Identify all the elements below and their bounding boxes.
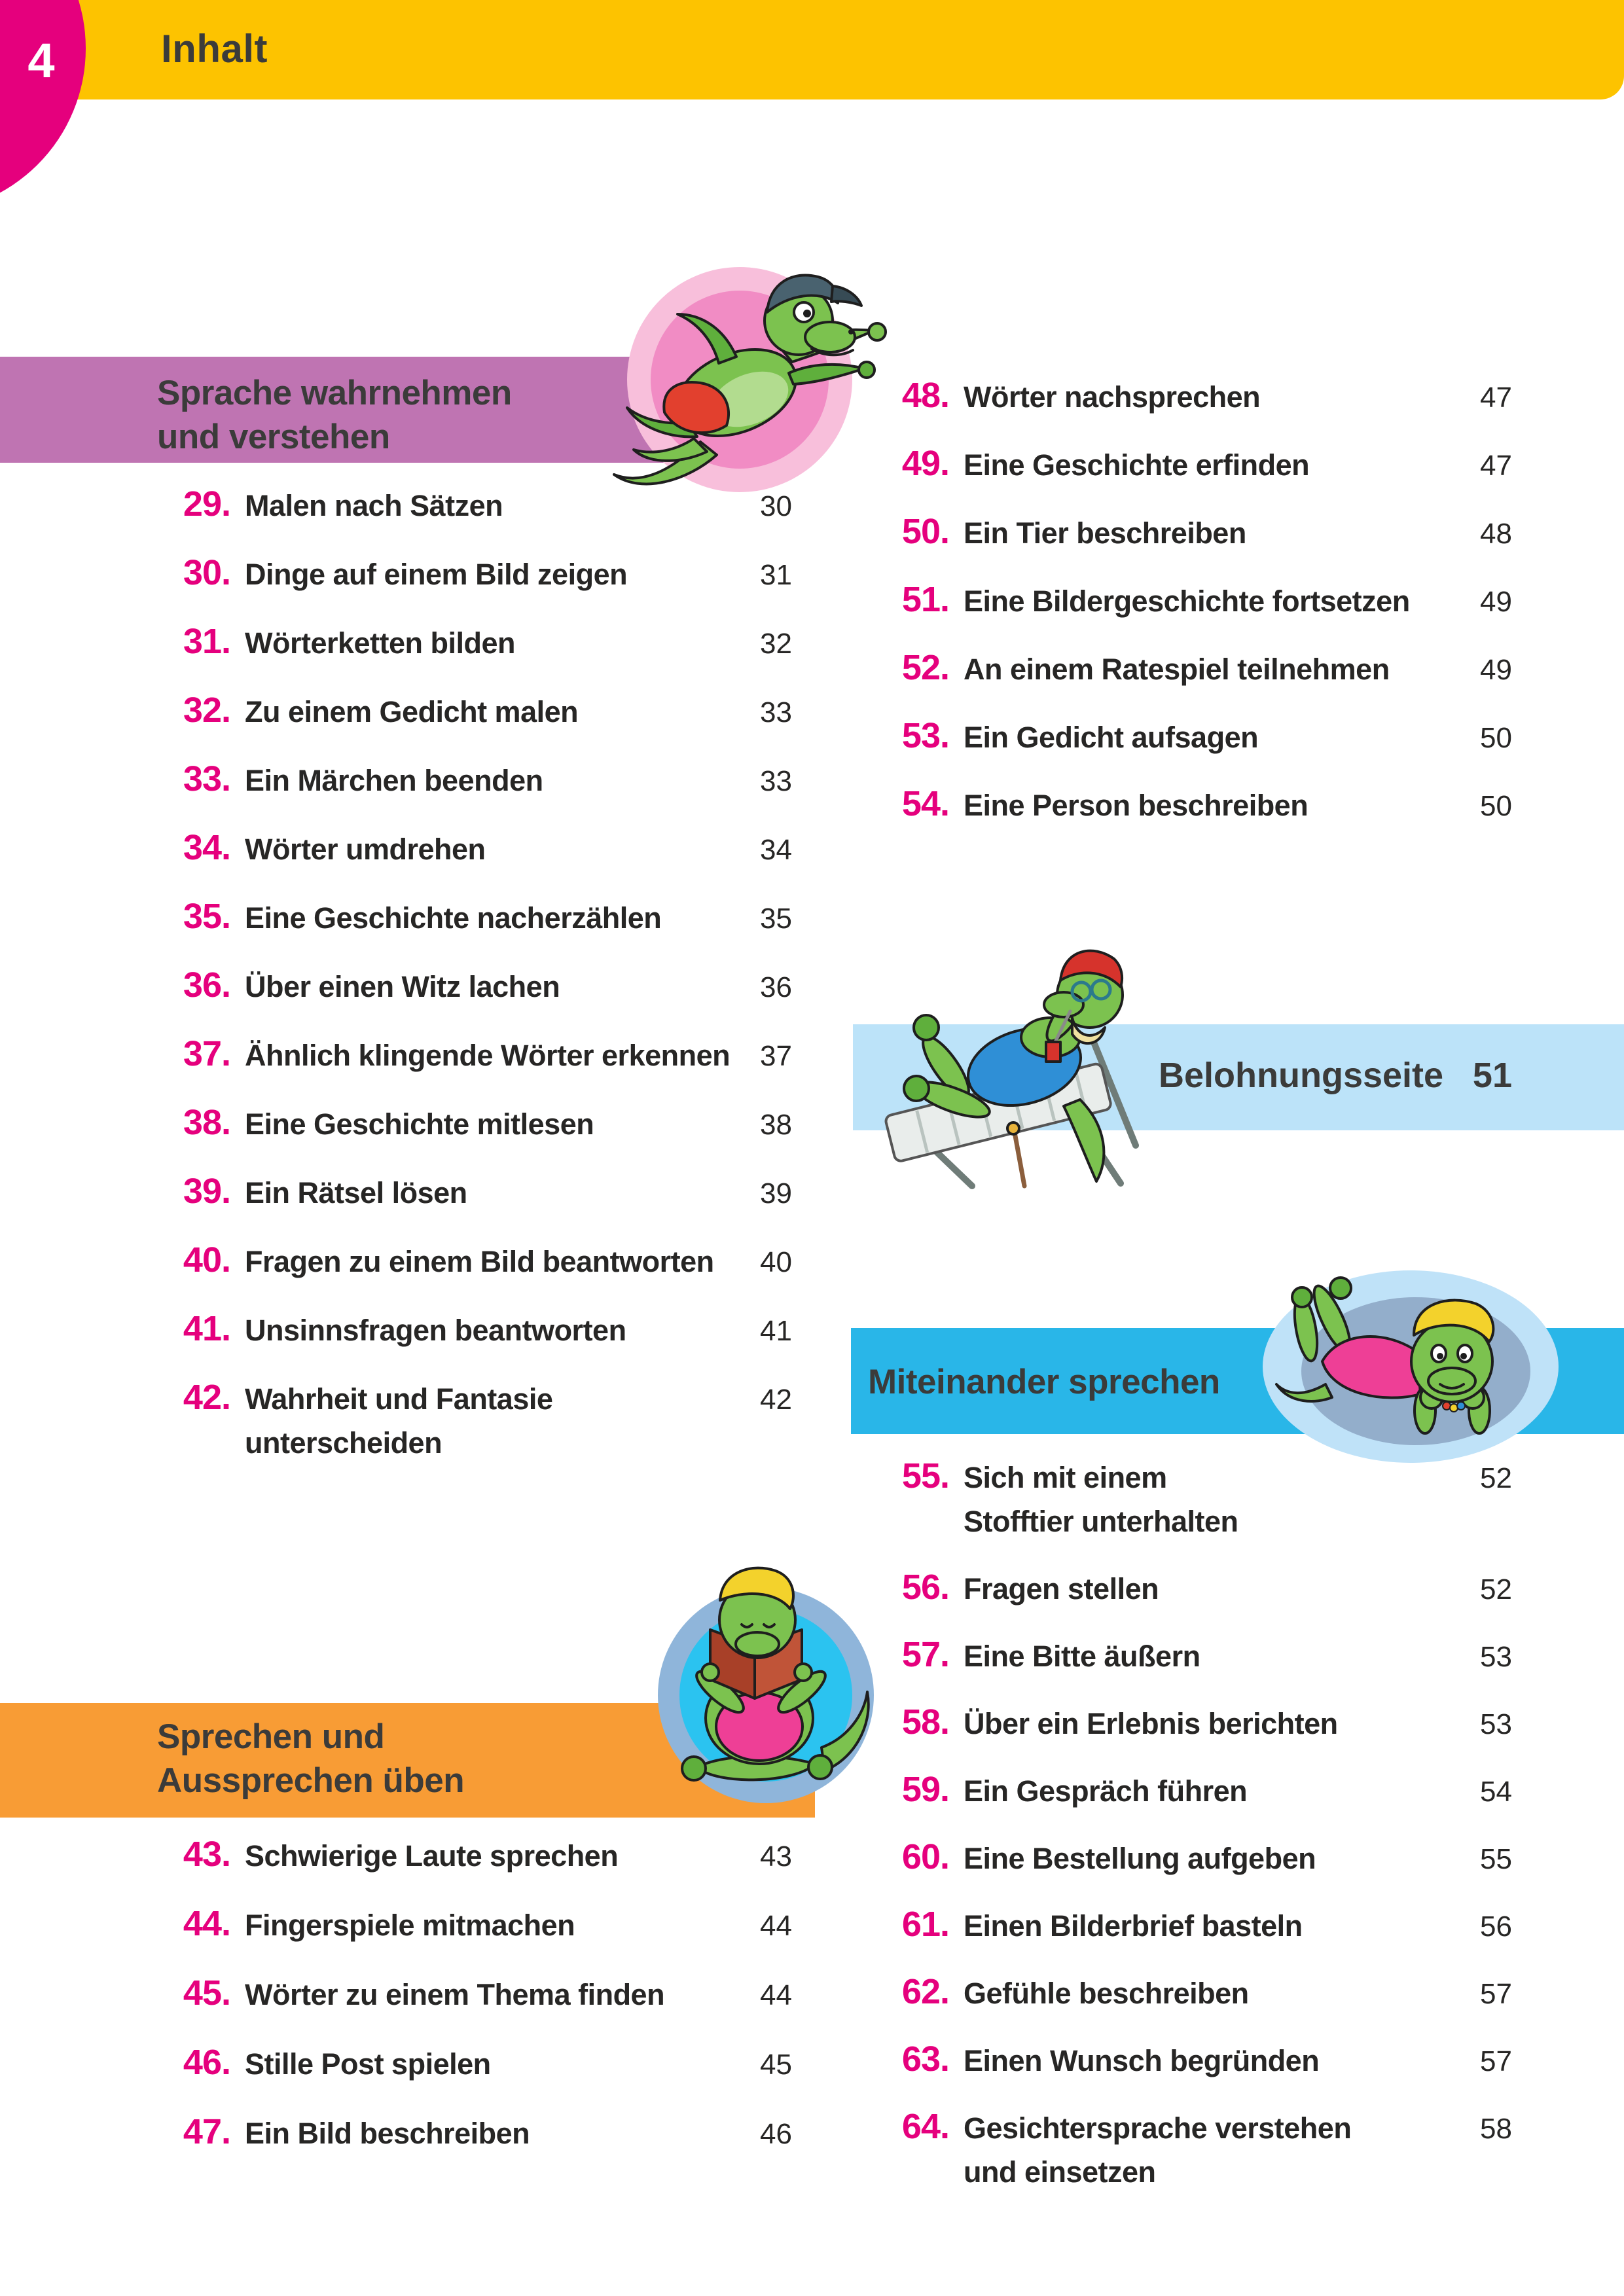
toc-item: [857, 1837, 1512, 1904]
toc-item-number: 37.: [183, 1034, 230, 1073]
toc-item-page: 37: [760, 1040, 792, 1072]
toc-list-sprechen: [65, 1834, 792, 2181]
toc-item-label: [964, 717, 1258, 761]
toc-item-label: [245, 1310, 626, 1354]
toc-item-label: [245, 967, 560, 1011]
toc-item-label: [964, 1771, 1247, 1815]
toc-item-label-line1: Eine Geschichte mitlesen: [245, 1107, 594, 1141]
toc-item-page: 50: [1480, 722, 1512, 754]
toc-item: [65, 1171, 792, 1240]
toc-item-number: 51.: [901, 580, 949, 619]
toc-item-page: 33: [760, 696, 792, 728]
toc-item: [65, 1903, 792, 1973]
toc-item-label: [245, 1379, 552, 1463]
flying-dragon-illustration: [602, 259, 910, 540]
toc-item: [65, 1033, 792, 1102]
toc-item-label: [964, 1839, 1316, 1882]
section-sprache-title-line1: Sprache wahrnehmen: [157, 374, 512, 412]
toc-item-label: [964, 785, 1308, 829]
toc-item-number: 35.: [183, 897, 230, 936]
toc-item-page: 31: [760, 559, 792, 591]
toc-item-label-line1: Fragen zu einem Bild beantworten: [245, 1245, 714, 1278]
toc-item-label-line1: Ein Rätsel lösen: [245, 1176, 467, 1210]
toc-item-number: 38.: [183, 1103, 230, 1142]
toc-item-label-line1: Ein Bild beschreiben: [245, 2117, 530, 2150]
toc-item-label-line1: Zu einem Gedicht malen: [245, 695, 579, 728]
toc-item-number: 41.: [183, 1309, 230, 1348]
toc-item-number: 31.: [183, 622, 230, 661]
toc-item-label-line1: Wörterketten bilden: [245, 626, 516, 660]
toc-item: [65, 827, 792, 896]
toc-item-page: 53: [1480, 1641, 1512, 1673]
toc-item: [65, 552, 792, 621]
toc-item-page: 45: [760, 2049, 792, 2081]
toc-item-label-line1: Wörter umdrehen: [245, 833, 486, 866]
toc-item-label-line1: Ähnlich klingende Wörter erkennen: [245, 1039, 731, 1072]
toc-item-label-line1: Eine Geschichte nacherzählen: [245, 901, 662, 935]
toc-item-number: 62.: [901, 1972, 949, 2011]
deckchair-dragon-illustration: [864, 929, 1172, 1191]
toc-item-label: [245, 486, 503, 529]
toc-item-page: 44: [760, 1979, 792, 2011]
toc-item-label-line1: Sich mit einem: [964, 1461, 1167, 1494]
toc-item-number: 50.: [901, 512, 949, 551]
toc-item: [857, 511, 1512, 579]
toc-item-page: 57: [1480, 2045, 1512, 2077]
toc-item-label-line1: Ein Gespräch führen: [964, 1774, 1248, 1808]
toc-item-number: 36.: [183, 965, 230, 1005]
toc-item: [65, 621, 792, 690]
reading-dragon-illustration: [612, 1551, 907, 1839]
toc-item-label-line1: Wörter zu einem Thema finden: [245, 1978, 665, 2011]
toc-item: [857, 1702, 1512, 1769]
toc-item-label: [964, 513, 1246, 557]
toc-item-number: 43.: [183, 1835, 230, 1874]
toc-item-page: 47: [1480, 382, 1512, 414]
toc-item-number: 44.: [183, 1904, 230, 1943]
toc-item: [857, 1456, 1512, 1567]
page-number: 4: [27, 33, 55, 88]
toc-item-label: [964, 2108, 1351, 2193]
toc-item-page: 39: [760, 1177, 792, 1210]
toc-item-number: 56.: [901, 1568, 949, 1607]
toc-item-number: 30.: [183, 553, 230, 592]
toc-item-number: 64.: [901, 2107, 949, 2146]
toc-item-label: [964, 1973, 1249, 2017]
toc-item: [857, 375, 1512, 443]
toc-item-page: 34: [760, 834, 792, 866]
toc-item-page: 58: [1480, 2113, 1512, 2145]
toc-item-page: 52: [1480, 1573, 1512, 1605]
toc-item-number: 42.: [183, 1378, 230, 1417]
toc-item-label-line1: Gefühle beschreiben: [964, 1977, 1249, 2010]
toc-item-label-line1: Über einen Witz lachen: [245, 970, 560, 1003]
toc-item-page: 47: [1480, 450, 1512, 482]
toc-item-label: [245, 829, 486, 873]
toc-item-label-line1: Eine Bestellung aufgeben: [964, 1842, 1316, 1875]
toc-item: [65, 2111, 792, 2181]
toc-item-label: [964, 1458, 1238, 1542]
page-number-badge: [0, 0, 86, 213]
reward-page-number: 51: [1472, 1056, 1512, 1095]
toc-item: [65, 759, 792, 827]
toc-item-number: 39.: [183, 1172, 230, 1211]
toc-item-page: 48: [1480, 518, 1512, 550]
toc-item: [857, 647, 1512, 715]
toc-item-number: 61.: [901, 1905, 949, 1944]
toc-item-page: 35: [760, 903, 792, 935]
toc-item: [857, 783, 1512, 852]
toc-item-number: 34.: [183, 828, 230, 867]
toc-item-page: 53: [1480, 1708, 1512, 1740]
section-sprache-title-line2: und verstehen: [157, 418, 390, 456]
toc-item-label: [964, 1636, 1200, 1680]
toc-item-label: [964, 1704, 1338, 1748]
toc-item: [857, 1769, 1512, 1837]
toc-item-label-line1: Wahrheit und Fantasie: [245, 1382, 553, 1416]
toc-item-number: 29.: [183, 484, 230, 524]
toc-item: [65, 1834, 792, 1903]
toc-item: [857, 579, 1512, 647]
toc-item: [857, 443, 1512, 511]
toc-item: [65, 690, 792, 759]
toc-item-page: 40: [760, 1246, 792, 1278]
toc-item-label-line1: Einen Wunsch begründen: [964, 2044, 1320, 2077]
toc-item-page: 55: [1480, 1843, 1512, 1875]
toc-item-label: [245, 898, 661, 942]
toc-item: [65, 896, 792, 965]
toc-item-label-line1: Eine Person beschreiben: [964, 789, 1308, 822]
toc-item-page: 46: [760, 2118, 792, 2150]
toc-item-number: 55.: [901, 1456, 949, 1496]
toc-item-number: 46.: [183, 2043, 230, 2082]
toc-item-page: 44: [760, 1910, 792, 1942]
toc-item: [857, 715, 1512, 783]
toc-item-label-line1: Ein Tier beschreiben: [964, 516, 1246, 550]
toc-item-number: 52.: [901, 648, 949, 687]
toc-item: [857, 1971, 1512, 2039]
toc-item-number: 57.: [901, 1635, 949, 1674]
toc-item-label-line2: und einsetzen: [964, 2155, 1156, 2189]
toc-item-page: 50: [1480, 790, 1512, 822]
toc-item-label: [964, 581, 1410, 625]
toc-item-number: 33.: [183, 759, 230, 798]
toc-item-label: [245, 2044, 491, 2088]
toc-item-number: 32.: [183, 691, 230, 730]
toc-item-label-line1: Fingerspiele mitmachen: [245, 1909, 575, 1942]
toc-item-number: 48.: [901, 376, 949, 415]
toc-item-label: [964, 1569, 1159, 1613]
toc-item-page: 33: [760, 765, 792, 797]
toc-item-number: 47.: [183, 2112, 230, 2151]
toc-item-label: [245, 1905, 575, 1949]
toc-item-page: 38: [760, 1109, 792, 1141]
toc-list-miteinander: [857, 1456, 1512, 2217]
toc-item-label-line1: Malen nach Sätzen: [245, 489, 503, 522]
toc-item-number: 63.: [901, 2039, 949, 2079]
toc-item-label-line1: Wörter nachsprechen: [964, 380, 1261, 414]
toc-item-number: 49.: [901, 444, 949, 483]
toc-item-label-line1: Fragen stellen: [964, 1572, 1159, 1605]
toc-item: [65, 1377, 792, 1460]
toc-list-right-top: [857, 375, 1512, 852]
toc-item-label: [245, 692, 578, 736]
toc-item-label: [245, 1975, 664, 2018]
toc-item-label: [964, 445, 1309, 489]
toc-item-label-line1: Dinge auf einem Bild zeigen: [245, 558, 628, 591]
toc-item: [857, 2106, 1512, 2217]
toc-item-label: [245, 554, 627, 598]
toc-item-label: [964, 377, 1260, 421]
toc-item: [65, 2042, 792, 2111]
toc-item: [65, 1308, 792, 1377]
toc-item-page: 30: [760, 490, 792, 522]
toc-item-label: [964, 2041, 1319, 2085]
toc-item-label: [245, 761, 543, 804]
toc-item-page: 56: [1480, 1910, 1512, 1943]
toc-item-number: 54.: [901, 784, 949, 823]
toc-item: [65, 965, 792, 1033]
toc-item-label-line2: unterscheiden: [245, 1426, 442, 1460]
toc-item-page: 52: [1480, 1462, 1512, 1494]
toc-item-page: 42: [760, 1384, 792, 1416]
toc-item-label-line1: An einem Ratespiel teilnehmen: [964, 653, 1390, 686]
toc-item-page: 54: [1480, 1776, 1512, 1808]
toc-item-label: [245, 623, 515, 667]
toc-item-label-line1: Eine Bitte äußern: [964, 1640, 1200, 1673]
toc-list-sprache: [65, 484, 792, 1460]
toc-item-label-line1: Eine Bildergeschichte fortsetzen: [964, 584, 1410, 618]
toc-item: [857, 1904, 1512, 1971]
toc-item-number: 59.: [901, 1770, 949, 1809]
toc-item-page: 43: [760, 1840, 792, 1873]
section-sprechen-title-line2: Aussprechen üben: [157, 1761, 465, 1800]
toc-item-label-line1: Ein Märchen beenden: [245, 764, 543, 797]
toc-item-page: 32: [760, 628, 792, 660]
toc-item-label: [245, 1173, 467, 1217]
toc-item-label: [245, 1104, 594, 1148]
toc-item-number: 45.: [183, 1973, 230, 2013]
toc-item-number: 58.: [901, 1702, 949, 1742]
toc-item-page: 57: [1480, 1978, 1512, 2010]
toc-item-number: 40.: [183, 1240, 230, 1280]
toc-item: [857, 1634, 1512, 1702]
toc-item-page: 36: [760, 971, 792, 1003]
toc-item-label-line1: Stille Post spielen: [245, 2047, 491, 2081]
toc-item-label: [245, 2113, 530, 2157]
toc-item-label-line1: Einen Bilderbrief basteln: [964, 1909, 1303, 1943]
toc-item-label-line1: Gesichtersprache verstehen: [964, 2111, 1352, 2145]
toc-item-label-line1: Über ein Erlebnis berichten: [964, 1707, 1338, 1740]
reward-page-label: Belohnungsseite: [1159, 1056, 1444, 1095]
toc-item-label-line1: Eine Geschichte erfinden: [964, 448, 1310, 482]
toc-item-label-line1: Unsinnsfragen beantworten: [245, 1314, 626, 1347]
section-miteinander-title: Miteinander sprechen: [868, 1363, 1220, 1401]
toc-item: [65, 1973, 792, 2042]
section-sprechen-title-line1: Sprechen und: [157, 1717, 385, 1756]
toc-item-label-line2: Stofftier unterhalten: [964, 1505, 1238, 1538]
toc-item: [65, 1102, 792, 1171]
toc-item: [857, 2039, 1512, 2106]
page-title: Inhalt: [161, 27, 268, 71]
toc-item: [65, 1240, 792, 1308]
toc-item-number: 53.: [901, 716, 949, 755]
toc-item-label: [245, 1242, 714, 1285]
toc-item-label-line1: Ein Gedicht aufsagen: [964, 721, 1259, 754]
toc-item-label: [964, 1906, 1303, 1950]
toc-item-page: 49: [1480, 586, 1512, 618]
toc-item-label: [245, 1035, 730, 1079]
toc-item-page: 41: [760, 1315, 792, 1347]
toc-item-number: 60.: [901, 1837, 949, 1876]
toc-item-page: 49: [1480, 654, 1512, 686]
lying-dragon-illustration: [1254, 1263, 1568, 1469]
toc-item-label: [964, 649, 1390, 693]
toc-item-label-line1: Schwierige Laute sprechen: [245, 1839, 619, 1873]
toc-item: [857, 1567, 1512, 1634]
toc-item-label: [245, 1836, 618, 1880]
